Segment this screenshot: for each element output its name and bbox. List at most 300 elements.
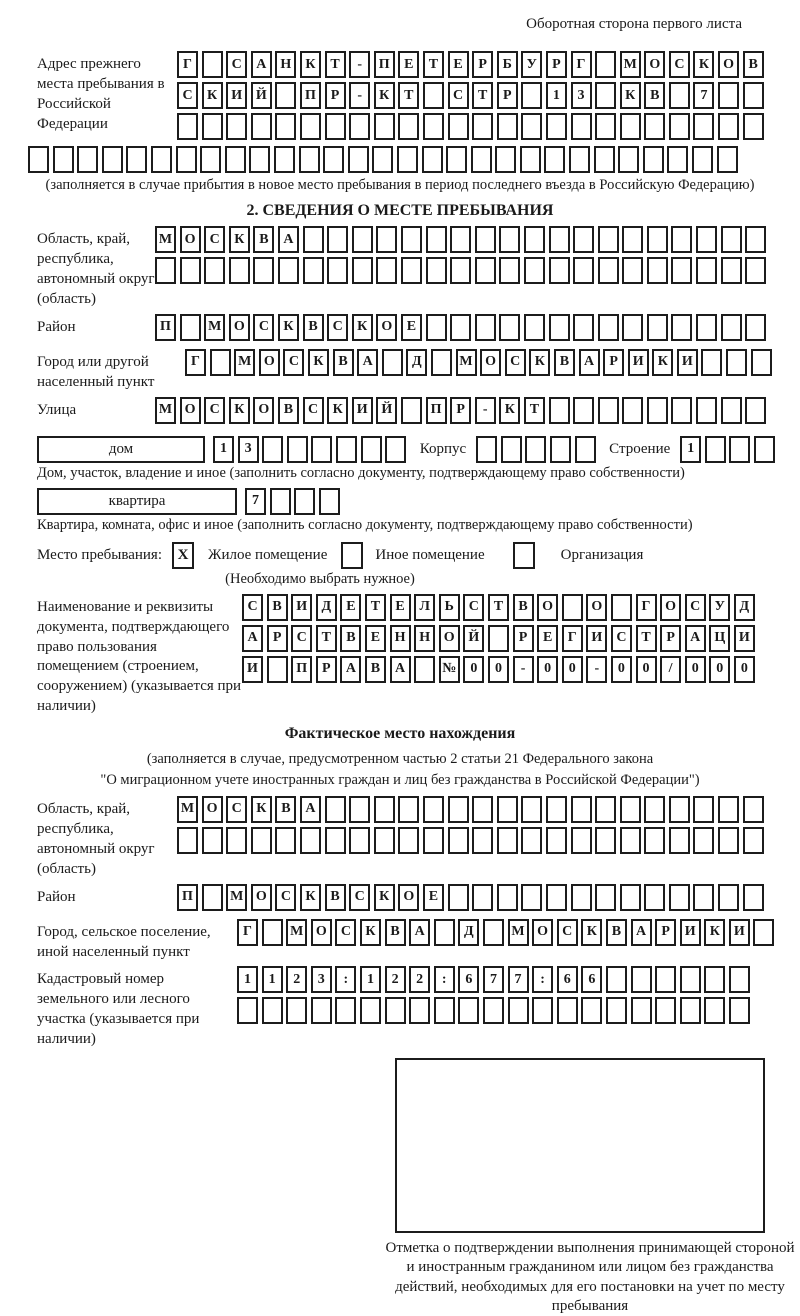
form-cell — [696, 314, 717, 341]
form-cell: Р — [267, 625, 288, 652]
city-label: Город или другой населенный пункт — [37, 353, 155, 390]
form-cell: И — [729, 919, 750, 946]
form-cell — [202, 113, 223, 140]
form-cell — [497, 827, 518, 854]
region-row-1 — [155, 226, 770, 253]
doc-row-2 — [242, 625, 758, 652]
form-cell: Ь — [439, 594, 460, 621]
form-cell — [180, 314, 201, 341]
form-cell — [508, 997, 529, 1024]
form-cell — [620, 796, 641, 823]
actual-region-label: Область, край, республика, автономный округ (область) — [37, 800, 155, 877]
form-cell: 2 — [286, 966, 307, 993]
form-cell: Т — [636, 625, 657, 652]
form-cell — [251, 827, 272, 854]
form-cell: Е — [401, 314, 422, 341]
form-cell — [718, 827, 739, 854]
form-cell: Н — [414, 625, 435, 652]
form-cell — [450, 257, 471, 284]
form-cell: В — [743, 51, 764, 78]
form-cell: 1 — [546, 82, 567, 109]
form-cell — [595, 113, 616, 140]
form-cell — [151, 146, 172, 173]
form-cell: Р — [655, 919, 676, 946]
form-cell: 0 — [488, 656, 509, 683]
form-cell: С — [204, 226, 225, 253]
form-cell: Р — [660, 625, 681, 652]
form-cell: Р — [325, 82, 346, 109]
form-cell — [550, 436, 571, 463]
form-cell: О — [398, 884, 419, 911]
form-cell: К — [251, 796, 272, 823]
form-cell — [571, 884, 592, 911]
form-cell — [275, 827, 296, 854]
region-block — [37, 226, 770, 310]
form-cell: 7 — [693, 82, 714, 109]
form-cell — [497, 113, 518, 140]
form-cell — [349, 827, 370, 854]
form-cell — [546, 827, 567, 854]
actual-city-row — [237, 919, 778, 946]
form-cell — [622, 226, 643, 253]
form-cell — [743, 113, 764, 140]
form-cell — [575, 436, 596, 463]
stay-option1-label: Жилое помещение — [208, 546, 328, 563]
form-cell: 0 — [463, 656, 484, 683]
form-cell — [571, 827, 592, 854]
street-row — [155, 397, 770, 424]
form-cell — [696, 226, 717, 253]
form-cell — [745, 226, 766, 253]
form-cell: Т — [524, 397, 545, 424]
form-cell — [524, 314, 545, 341]
stay-type-label: Место пребывания: — [37, 546, 162, 563]
form-cell: Е — [537, 625, 558, 652]
form-cell — [448, 884, 469, 911]
form-cell — [472, 884, 493, 911]
form-cell: С — [611, 625, 632, 652]
form-cell — [471, 146, 492, 173]
form-cell: А — [340, 656, 361, 683]
form-cell: Р — [497, 82, 518, 109]
form-cell: О — [480, 349, 501, 376]
form-cell — [398, 113, 419, 140]
form-cell: О — [537, 594, 558, 621]
form-cell: И — [677, 349, 698, 376]
form-cell: А — [251, 51, 272, 78]
form-cell: М — [286, 919, 307, 946]
form-cell — [745, 397, 766, 424]
form-cell — [497, 884, 518, 911]
form-cell — [202, 884, 223, 911]
form-cell — [202, 51, 223, 78]
form-cell: С — [253, 314, 274, 341]
form-cell: Г — [562, 625, 583, 652]
form-cell — [573, 257, 594, 284]
form-cell — [595, 82, 616, 109]
form-cell — [319, 488, 340, 515]
form-cell — [718, 884, 739, 911]
form-cell — [525, 436, 546, 463]
form-cell: Т — [472, 82, 493, 109]
form-cell: С — [463, 594, 484, 621]
form-cell — [595, 827, 616, 854]
actual-region-row-1 — [177, 796, 767, 823]
form-cell — [671, 314, 692, 341]
form-cell — [631, 997, 652, 1024]
form-cell: 1 — [237, 966, 258, 993]
form-cell — [376, 257, 397, 284]
form-cell — [571, 113, 592, 140]
form-cell — [450, 314, 471, 341]
form-cell — [448, 113, 469, 140]
actual-region-block — [37, 796, 770, 880]
house-type-box: дом — [37, 436, 205, 463]
form-cell — [385, 436, 406, 463]
form-cell: Г — [237, 919, 258, 946]
form-cell: Й — [251, 82, 272, 109]
form-cell — [571, 796, 592, 823]
form-cell — [598, 397, 619, 424]
apartment-number-cells — [245, 488, 343, 515]
form-cell — [401, 257, 422, 284]
form-cell: О — [180, 226, 201, 253]
stay-type-row — [37, 542, 800, 569]
form-cell — [176, 146, 197, 173]
form-cell: Т — [316, 625, 337, 652]
form-cell: 3 — [238, 436, 259, 463]
korpus-cells — [476, 436, 599, 463]
form-cell — [704, 997, 725, 1024]
form-cell: : — [532, 966, 553, 993]
form-cell — [743, 827, 764, 854]
form-cell: 2 — [409, 966, 430, 993]
form-cell — [549, 397, 570, 424]
form-cell: О — [376, 314, 397, 341]
form-cell — [472, 113, 493, 140]
form-cell — [680, 966, 701, 993]
city-row — [185, 349, 775, 376]
form-cell — [325, 113, 346, 140]
form-cell: Е — [340, 594, 361, 621]
form-cell — [524, 257, 545, 284]
form-cell — [423, 82, 444, 109]
form-cell: К — [499, 397, 520, 424]
form-cell — [704, 966, 725, 993]
form-cell — [620, 113, 641, 140]
form-cell — [374, 827, 395, 854]
form-cell — [595, 884, 616, 911]
form-cell — [360, 997, 381, 1024]
form-cell — [422, 146, 443, 173]
form-cell: Н — [275, 51, 296, 78]
form-cell: О — [439, 625, 460, 652]
form-cell — [352, 257, 373, 284]
form-cell: А — [409, 919, 430, 946]
district-row — [155, 314, 770, 341]
form-cell: К — [202, 82, 223, 109]
form-cell — [323, 146, 344, 173]
form-cell: - — [586, 656, 607, 683]
form-cell — [680, 997, 701, 1024]
form-cell — [475, 257, 496, 284]
form-cell: И — [352, 397, 373, 424]
form-cell — [28, 146, 49, 173]
form-cell — [499, 226, 520, 253]
form-cell — [431, 349, 452, 376]
form-cell: Е — [398, 51, 419, 78]
form-cell: 0 — [709, 656, 730, 683]
form-cell: С — [505, 349, 526, 376]
form-cell: С — [557, 919, 578, 946]
form-cell: В — [340, 625, 361, 652]
form-cell: Г — [571, 51, 592, 78]
form-cell — [348, 146, 369, 173]
form-cell: Д — [458, 919, 479, 946]
form-cell — [669, 113, 690, 140]
form-cell — [647, 257, 668, 284]
form-cell: П — [291, 656, 312, 683]
form-cell: 3 — [311, 966, 332, 993]
form-cell — [717, 146, 738, 173]
form-cell: К — [300, 51, 321, 78]
form-cell — [647, 314, 668, 341]
form-cell — [671, 257, 692, 284]
form-cell — [594, 146, 615, 173]
form-cell — [352, 226, 373, 253]
form-cell — [546, 796, 567, 823]
form-cell: О — [311, 919, 332, 946]
actual-note-line2: "О миграционном учете иностранных граждан и лиц без гражданства в Российской Федерации") — [100, 771, 700, 788]
form-cell: Т — [325, 51, 346, 78]
form-cell: П — [177, 884, 198, 911]
actual-location-title: Фактическое место нахождения — [284, 725, 516, 743]
form-cell: С — [335, 919, 356, 946]
form-cell — [372, 146, 393, 173]
form-cell — [287, 436, 308, 463]
form-cell: Е — [423, 884, 444, 911]
form-cell — [275, 113, 296, 140]
form-cell: 0 — [685, 656, 706, 683]
form-cell: - — [349, 51, 370, 78]
form-cell — [721, 257, 742, 284]
cadastral-label: Кадастровый номер земельного или лесного участка (указывается при наличии) — [37, 971, 200, 1048]
form-cell — [488, 625, 509, 652]
form-cell — [631, 966, 652, 993]
form-cell: Н — [390, 625, 411, 652]
form-cell — [229, 257, 250, 284]
form-cell — [718, 113, 739, 140]
korpus-label: Корпус — [419, 440, 467, 457]
form-cell — [669, 884, 690, 911]
form-cell: И — [734, 625, 755, 652]
form-cell: М — [226, 884, 247, 911]
region-row-2 — [155, 257, 770, 284]
form-cell: У — [521, 51, 542, 78]
prev-address-block — [37, 51, 770, 144]
form-cell — [426, 314, 447, 341]
form-cell — [335, 997, 356, 1024]
form-cell — [721, 314, 742, 341]
form-cell — [102, 146, 123, 173]
district-label: Район — [37, 318, 76, 335]
form-cell: М — [508, 919, 529, 946]
form-cell — [53, 146, 74, 173]
form-cell — [606, 966, 627, 993]
cadastral-row-2 — [237, 997, 753, 1024]
form-cell — [267, 656, 288, 683]
form-cell — [655, 997, 676, 1024]
form-cell — [251, 113, 272, 140]
form-cell: М — [234, 349, 255, 376]
form-cell: А — [579, 349, 600, 376]
form-cell: П — [374, 51, 395, 78]
form-cell — [249, 146, 270, 173]
form-cell: С — [291, 625, 312, 652]
form-cell — [397, 146, 418, 173]
form-cell — [398, 796, 419, 823]
form-cell — [549, 257, 570, 284]
form-cell — [226, 827, 247, 854]
form-cell — [202, 827, 223, 854]
form-cell: Р — [513, 625, 534, 652]
form-cell — [557, 997, 578, 1024]
form-cell — [275, 82, 296, 109]
form-cell — [669, 827, 690, 854]
form-cell — [696, 397, 717, 424]
apartment-caption: Квартира, комната, офис и иное (заполнить согласно документу, подтверждающему право собственности) — [37, 516, 693, 533]
form-cell: К — [352, 314, 373, 341]
form-cell — [532, 997, 553, 1024]
form-cell — [361, 436, 382, 463]
form-cell — [549, 226, 570, 253]
form-cell — [226, 113, 247, 140]
form-cell — [374, 113, 395, 140]
form-cell — [414, 656, 435, 683]
actual-region-row-2 — [177, 827, 767, 854]
form-cell: № — [439, 656, 460, 683]
form-cell — [472, 827, 493, 854]
form-cell: К — [278, 314, 299, 341]
doc-block — [37, 594, 770, 718]
form-cell — [693, 827, 714, 854]
form-cell: 0 — [611, 656, 632, 683]
form-cell: У — [709, 594, 730, 621]
form-cell: И — [226, 82, 247, 109]
form-cell: 1 — [262, 966, 283, 993]
form-cell: Р — [603, 349, 624, 376]
form-cell — [278, 257, 299, 284]
confirmation-stamp-box — [395, 1058, 765, 1233]
cadastral-row-1 — [237, 966, 753, 993]
form-cell: 2 — [385, 966, 406, 993]
form-cell — [155, 257, 176, 284]
stay-note: (Необходимо выбрать нужное) — [225, 570, 415, 587]
form-cell — [401, 397, 422, 424]
form-cell — [643, 146, 664, 173]
form-cell: 7 — [508, 966, 529, 993]
prev-address-row-1 — [177, 51, 767, 78]
form-cell — [721, 397, 742, 424]
form-cell: С — [685, 594, 706, 621]
form-cell — [349, 796, 370, 823]
form-cell — [595, 796, 616, 823]
form-cell — [573, 314, 594, 341]
form-cell — [620, 827, 641, 854]
section2-title: 2. СВЕДЕНИЯ О МЕСТЕ ПРЕБЫВАНИЯ — [246, 202, 554, 219]
form-cell — [667, 146, 688, 173]
form-cell — [286, 997, 307, 1024]
form-cell — [253, 257, 274, 284]
form-cell: О — [259, 349, 280, 376]
form-cell — [573, 397, 594, 424]
form-cell — [562, 594, 583, 621]
form-cell — [385, 997, 406, 1024]
form-cell: С — [204, 397, 225, 424]
form-cell: С — [327, 314, 348, 341]
form-cell: В — [278, 397, 299, 424]
form-cell — [611, 594, 632, 621]
form-cell — [521, 113, 542, 140]
form-cell — [177, 827, 198, 854]
form-cell — [644, 796, 665, 823]
form-cell: 1 — [213, 436, 234, 463]
form-cell: О — [660, 594, 681, 621]
actual-district-row — [177, 884, 767, 911]
form-cell — [521, 884, 542, 911]
form-cell: Е — [390, 594, 411, 621]
form-cell: К — [374, 82, 395, 109]
form-cell: В — [513, 594, 534, 621]
form-cell: 0 — [734, 656, 755, 683]
form-cell: Р — [546, 51, 567, 78]
form-cell — [311, 997, 332, 1024]
form-cell: - — [475, 397, 496, 424]
form-cell: С — [226, 796, 247, 823]
form-cell: В — [333, 349, 354, 376]
form-cell: Й — [463, 625, 484, 652]
form-cell: С — [226, 51, 247, 78]
form-cell — [475, 226, 496, 253]
form-cell: : — [434, 966, 455, 993]
form-cell — [622, 314, 643, 341]
form-cell — [655, 966, 676, 993]
stay-option2-checkbox — [341, 542, 363, 569]
form-cell: Д — [316, 594, 337, 621]
form-cell — [598, 314, 619, 341]
form-cell — [472, 796, 493, 823]
district-block — [37, 314, 770, 345]
form-cell — [210, 349, 231, 376]
form-cell — [671, 397, 692, 424]
form-cell: М — [620, 51, 641, 78]
apartment-row — [37, 488, 800, 515]
form-cell: К — [704, 919, 725, 946]
form-cell: : — [335, 966, 356, 993]
stay-option3-label: Организация — [560, 546, 644, 563]
form-cell: К — [581, 919, 602, 946]
city-block — [37, 349, 770, 393]
form-cell: Е — [365, 625, 386, 652]
form-cell — [483, 919, 504, 946]
form-cell: М — [177, 796, 198, 823]
form-cell: А — [631, 919, 652, 946]
form-cell — [671, 226, 692, 253]
form-cell: 6 — [557, 966, 578, 993]
form-cell: 1 — [360, 966, 381, 993]
form-cell: / — [660, 656, 681, 683]
form-cell — [718, 796, 739, 823]
